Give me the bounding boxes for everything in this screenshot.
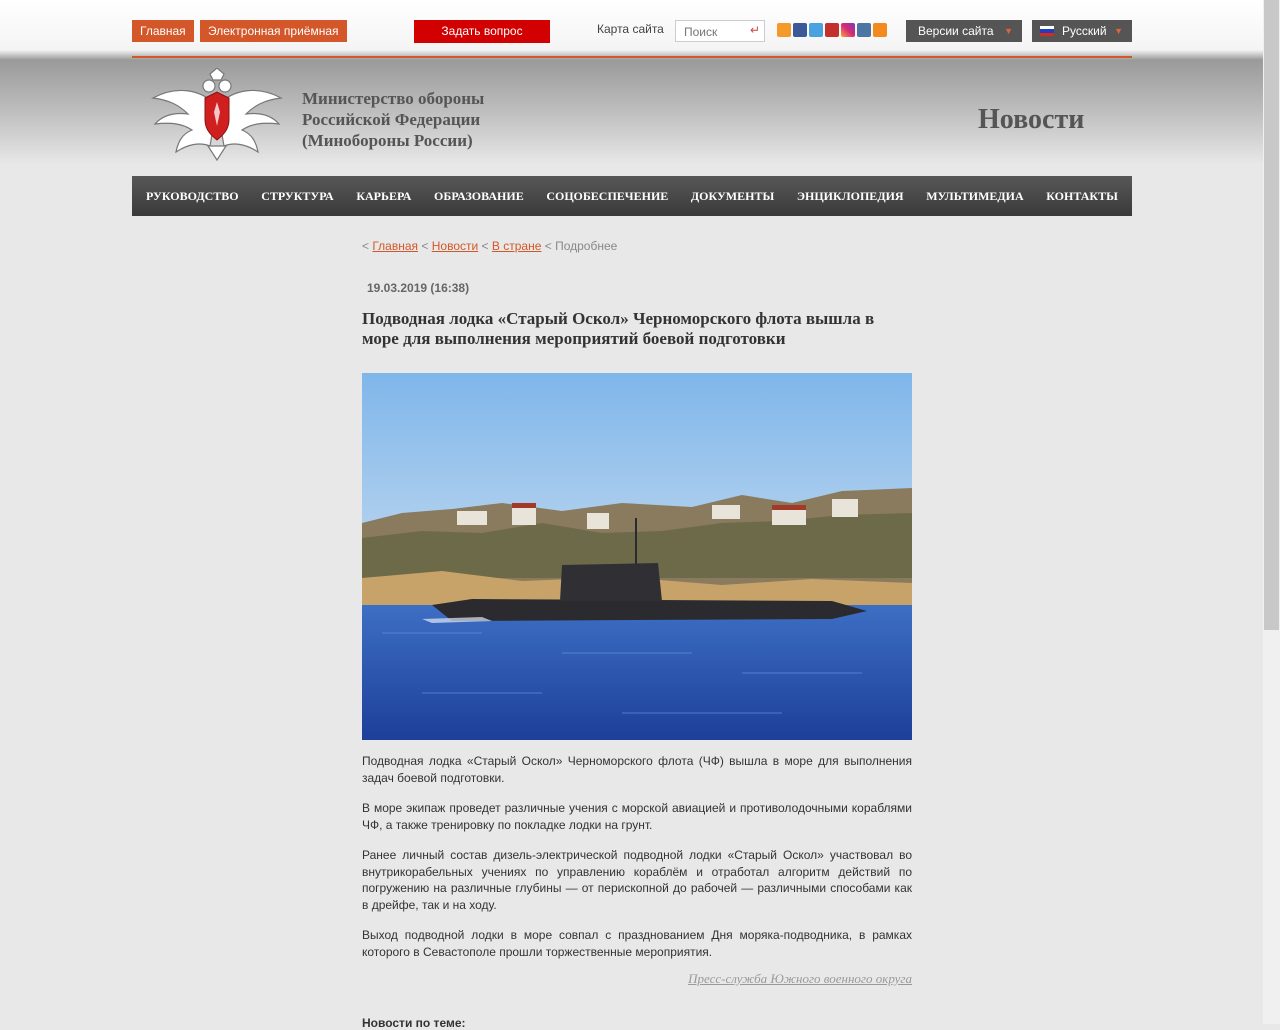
organization-name [302,88,484,151]
language-dropdown[interactable] [1032,20,1132,42]
vk-icon[interactable] [857,23,871,37]
rss-icon[interactable] [777,23,791,37]
russia-flag-icon [1040,26,1054,36]
scrollbar-thumb[interactable] [1264,0,1279,630]
breadcrumb-separator: < [421,239,429,253]
article-paragraph: Ранее личный состав дизель-электрической подводной лодки «Старый Оскол» участвовал во внутрикорабельных учениях по управлению кораблём и отработал алгоритм действий по погружению на различные глубины — от перископной до рабочей — различными способами как в дрейфе, так и на ходу. [362,848,912,912]
search-input[interactable] [682,21,750,43]
nav-item-multimedia[interactable]: МУЛЬТИМЕДИА [926,188,1024,203]
related-news-heading: Новости по теме: [362,1016,466,1030]
ask-question-button[interactable]: Задать вопрос [414,20,550,43]
article-paragraph: В море экипаж проведет различные учения с морской авиацией и противолодочными кораблями ЧФ, а также тренировку по покладке лодки на грунт. [362,801,912,832]
facebook-icon[interactable] [793,23,807,37]
nav-item-structure[interactable]: СТРУКТУРА [261,188,334,203]
reception-button[interactable]: Электронная приёмная [200,20,347,42]
home-button[interactable]: Главная [132,20,194,42]
chevron-down-icon: ▼ [1114,26,1123,36]
twitter-icon[interactable] [809,23,823,37]
org-line-3: (Минобороны России) [302,131,473,150]
nav-item-leadership[interactable]: РУКОВОДСТВО [146,188,239,203]
org-line-2: Российской Федерации [302,110,481,129]
article-paragraph: Выход подводной лодки в море совпал с празднованием Дня моряка-подводника, в рамках которого в Севастополе прошли торжественные мероприятия. [362,928,912,959]
odnoklassniki-icon[interactable] [873,23,887,37]
breadcrumb [362,239,617,253]
article-title: Подводная лодка «Старый Оскол» Черноморского флота вышла в море для выполнения мероприятий боевой подготовки [362,309,875,348]
org-line-1: Министерство обороны [302,89,485,108]
search-submit-icon[interactable]: ↵ [749,23,760,37]
submarine-photo [362,373,912,740]
social-links [777,23,887,37]
article-paragraph: Подводная лодка «Старый Оскол» Черноморского флота (ЧФ) вышла в море для выполнения задач боевой подготовки. [362,754,912,785]
instagram-icon[interactable] [841,23,855,37]
breadcrumb-separator: < [544,239,552,253]
header-divider [132,56,1132,58]
main-navigation [132,176,1132,216]
double-headed-eagle-emblem[interactable] [150,68,284,164]
nav-item-documents[interactable]: ДОКУМЕНТЫ [690,188,775,203]
breadcrumb-in-country[interactable]: В стране [491,239,542,253]
page-scrollbar[interactable] [1263,0,1280,1024]
breadcrumb-current: Подробнее [555,239,618,253]
site-versions-label: Версии сайта [918,24,994,38]
nav-item-social-security[interactable]: СОЦОБЕСПЕЧЕНИЕ [546,188,669,203]
youtube-icon[interactable] [825,23,839,37]
site-versions-dropdown[interactable] [906,20,1022,42]
sitemap-link[interactable]: Карта сайта [597,22,664,36]
search-box [675,20,765,42]
article-date: 19.03.2019 (16:38) [367,281,470,295]
nav-item-education[interactable]: ОБРАЗОВАНИЕ [434,188,524,203]
language-label: Русский [1062,24,1107,38]
chevron-down-icon: ▼ [1004,26,1013,36]
article-source-link[interactable]: Пресс-служба Южного военного округа [688,971,912,986]
breadcrumb-separator: < [362,239,370,253]
breadcrumb-separator: < [481,239,489,253]
article-body [362,753,912,974]
nav-item-career[interactable]: КАРЬЕРА [356,188,412,203]
nav-item-encyclopedia[interactable]: ЭНЦИКЛОПЕДИЯ [796,188,904,203]
section-title: Новости [978,104,1085,135]
breadcrumb-home[interactable]: Главная [372,239,419,253]
nav-item-contacts[interactable]: КОНТАКТЫ [1046,188,1118,203]
breadcrumb-news[interactable]: Новости [431,239,479,253]
